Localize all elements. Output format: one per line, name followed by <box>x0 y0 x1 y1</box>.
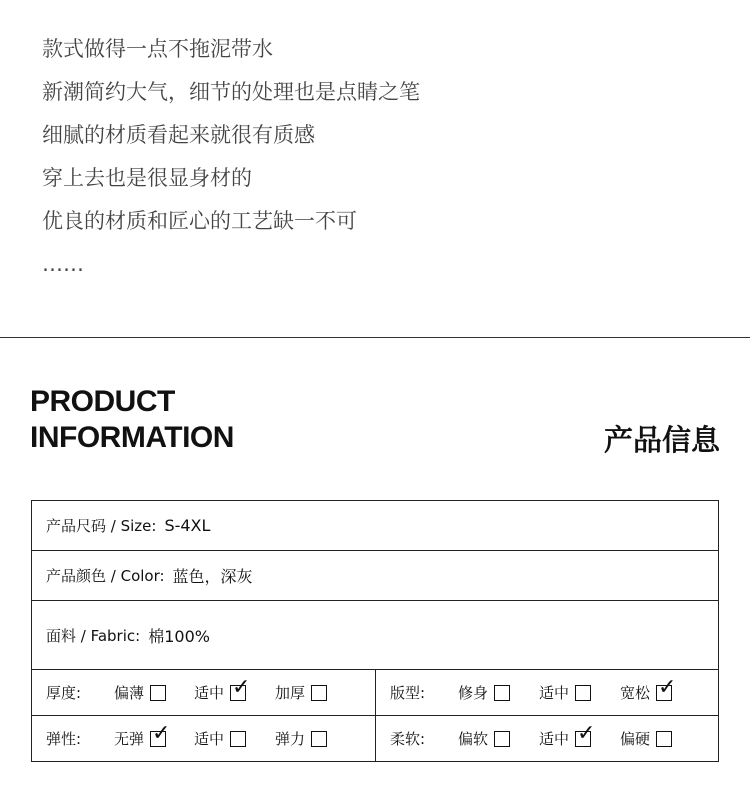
elasticity-option[interactable]: 弹力 <box>275 716 327 761</box>
fit-option[interactable]: 修身 <box>458 670 510 715</box>
section-divider <box>0 337 750 338</box>
softness-option[interactable]: 适中 ✓ <box>539 720 596 748</box>
thickness-option[interactable]: 偏薄 <box>114 670 166 715</box>
checkbox-icon[interactable] <box>311 685 327 701</box>
elasticity-option[interactable]: 适中 <box>194 716 246 761</box>
description-line: 款式做得一点不拖泥带水 <box>42 37 273 61</box>
product-info-table <box>31 500 719 762</box>
description-line: 新潮简约大气，细节的处理也是点睛之笔 <box>42 80 420 104</box>
fit-label: 版型: <box>390 684 426 702</box>
elasticity-option[interactable]: 无弹 ✓ <box>114 720 171 748</box>
size-label: 产品尺码 / Size: <box>46 517 157 535</box>
description-line: 细腻的材质看起来就很有质感 <box>42 123 315 147</box>
softness-option[interactable]: 偏硬 <box>620 716 672 761</box>
checkbox-icon[interactable] <box>656 731 672 747</box>
fit-option[interactable]: 适中 <box>539 670 591 715</box>
size-value: S-4XL <box>164 516 211 535</box>
fabric-label: 面料 / Fabric: <box>46 626 141 645</box>
fit-option[interactable]: 宽松 ✓ <box>620 674 677 702</box>
checkbox-icon[interactable] <box>311 731 327 747</box>
product-information-title-cn: 产品信息 <box>603 423 720 457</box>
fabric-row <box>32 601 718 670</box>
checkbox-checked-icon[interactable]: ✓ <box>232 674 251 700</box>
product-information-title <box>30 384 234 456</box>
thickness-label: 厚度: <box>46 684 82 702</box>
thickness-option[interactable]: 加厚 <box>275 670 327 715</box>
color-label: 产品颜色 / Color: <box>46 567 165 585</box>
description-line: 穿上去也是很显身材的 <box>42 166 252 190</box>
color-value: 蓝色，深灰 <box>172 567 253 586</box>
checkbox-icon[interactable] <box>494 731 510 747</box>
description-line: 优良的材质和匠心的工艺缺一不可 <box>42 209 357 233</box>
title-line-information: INFORMATION <box>30 421 234 454</box>
softness-option[interactable]: 偏软 <box>458 716 510 761</box>
checkbox-checked-icon[interactable]: ✓ <box>658 674 677 700</box>
checkbox-checked-icon[interactable]: ✓ <box>577 720 596 746</box>
checkbox-checked-icon[interactable]: ✓ <box>152 720 171 746</box>
description-ellipsis: …… <box>42 252 84 276</box>
description-block <box>42 30 420 288</box>
checkbox-icon[interactable] <box>230 731 246 747</box>
fabric-value: 棉100% <box>148 626 210 646</box>
color-row <box>32 551 718 601</box>
thickness-option[interactable]: 适中 ✓ <box>194 674 251 702</box>
softness-label: 柔软: <box>390 730 426 748</box>
checkbox-icon[interactable] <box>494 685 510 701</box>
title-line-product: PRODUCT <box>30 385 175 418</box>
checkbox-icon[interactable] <box>575 685 591 701</box>
elasticity-label: 弹性: <box>46 730 82 748</box>
column-divider <box>375 670 376 762</box>
size-row <box>32 501 718 551</box>
checkbox-icon[interactable] <box>150 685 166 701</box>
